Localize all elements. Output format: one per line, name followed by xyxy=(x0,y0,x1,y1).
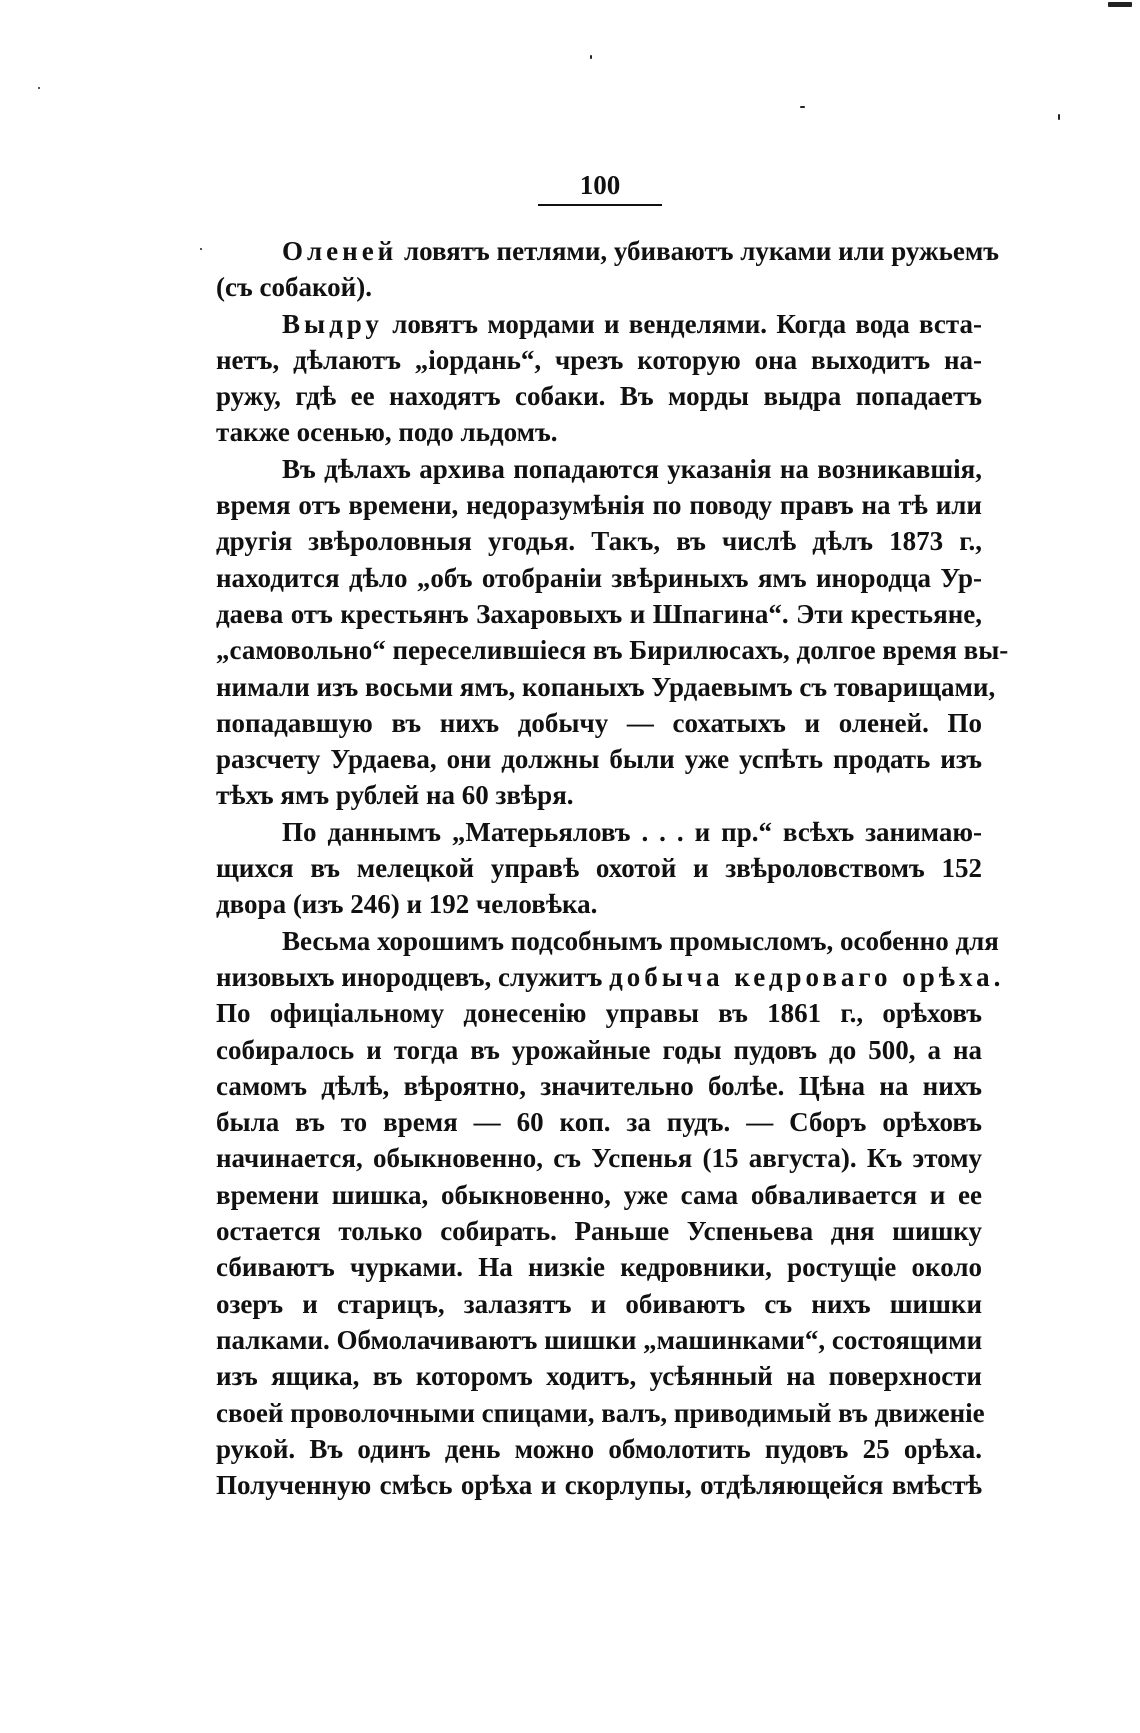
text-line: времени шишка, обыкновенно, уже сама обваливается и ее xyxy=(216,1179,982,1210)
scan-speck xyxy=(1108,2,1132,7)
scan-speck xyxy=(800,106,805,108)
scan-speck xyxy=(590,55,592,59)
body-text xyxy=(216,233,1009,1503)
text-line: озеръ и старицъ, залазятъ и обиваютъ съ нихъ шишки xyxy=(216,1288,982,1319)
text-line: была въ то время — 60 коп. за пудъ. — Сборъ орѣховъ xyxy=(216,1107,982,1138)
text-line: тѣхъ ямъ рублей на 60 звѣря. xyxy=(216,780,574,811)
text-line: своей проволочными спицами, валъ, приводимый въ движенiе xyxy=(216,1397,985,1428)
emphasized-word: Оленей xyxy=(282,236,398,266)
text-span: низовыхъ инородцевъ, служитъ xyxy=(216,961,610,992)
text-line: палками. Обмолачиваютъ шишки „машинками“, состоящими xyxy=(216,1324,983,1355)
text-line xyxy=(216,959,1005,995)
text-line: разсчету Урдаева, они должны были уже успѣть продать изъ xyxy=(216,744,982,775)
text-line: даева отъ крестьянъ Захаровыхъ и Шпагина“. Эти крестьяне, xyxy=(216,598,982,629)
page-number: 100 xyxy=(538,170,662,206)
text-line: собиралось и тогда въ урожайные годы пудовъ до 500, а на xyxy=(216,1034,982,1065)
text-line: щихся въ мелецкой управѣ охотой и звѣроловствомъ 152 xyxy=(216,853,982,884)
text-line: Весьма хорошимъ подсобнымъ промысломъ, особенно для xyxy=(282,925,999,956)
text-line xyxy=(216,306,982,342)
emphasized-phrase: добыча кедроваго орѣха. xyxy=(609,961,1005,992)
text-line: другiя звѣроловныя угодья. Такъ, въ числѣ дѣлъ 1873 г., xyxy=(216,526,982,557)
text-line xyxy=(216,233,999,269)
text-line: (съ собакой). xyxy=(216,272,372,303)
text-line: начинается, обыкновенно, съ Успенья (15 августа). Къ этому xyxy=(216,1143,982,1174)
text-line: двора (изъ 246) и 192 человѣка. xyxy=(216,889,598,920)
text-line: рукой. Въ одинъ день можно обмолотить пудовъ 25 орѣха. xyxy=(216,1433,982,1464)
text-span: ловятъ мордами и венделями. Когда вода вста- xyxy=(382,308,982,339)
text-line: Въ дѣлахъ архива попадаются указанiя на возникавшiя, xyxy=(282,453,982,484)
text-line: находится дѣло „объ отобранiи звѣриныхъ ямъ инородца Ур- xyxy=(216,562,982,593)
text-line: самомъ дѣлѣ, вѣроятно, значительно болѣе. Цѣна на нихъ xyxy=(216,1070,982,1101)
scan-speck xyxy=(38,87,40,89)
text-line: остается только собирать. Раньше Успеньева дня шишку xyxy=(216,1216,982,1247)
text-line: ружу, гдѣ ее находятъ собаки. Въ морды выдра попадаетъ xyxy=(216,381,982,412)
scan-speck xyxy=(200,248,202,250)
scan-speck xyxy=(1058,114,1060,120)
emphasized-word: Выдру xyxy=(282,308,383,339)
text-span: ловятъ петлями, убиваютъ луками или ружьемъ xyxy=(397,236,999,266)
text-line: По даннымъ „Матерьяловъ . . . и пр.“ всѣхъ занимаю- xyxy=(282,816,982,847)
text-line: нетъ, дѣлаютъ „iордань“, чрезъ которую она выходитъ на- xyxy=(216,344,982,375)
text-line: также осенью, подо льдомъ. xyxy=(216,417,558,448)
text-line: время отъ времени, недоразумѣнiя по поводу правъ на тѣ или xyxy=(216,490,982,521)
text-line: нимали изъ восьми ямъ, копаныхъ Урдаевымъ съ товарищами, xyxy=(216,671,996,702)
text-line: „самовольно“ переселившiеся въ Бирилюсахъ, долгое время вы- xyxy=(216,635,1009,666)
text-line: попадавшую въ нихъ добычу — сохатыхъ и оленей. По xyxy=(216,707,982,738)
text-line: изъ ящика, въ которомъ ходитъ, усѣянный на поверхности xyxy=(216,1361,982,1392)
text-line: По офицiальному донесенiю управы въ 1861 г., орѣховъ xyxy=(216,998,982,1029)
text-line: сбиваютъ чурками. На низкiе кедровники, ростущiе около xyxy=(216,1252,982,1283)
text-line: Полученную смѣсь орѣха и скорлупы, отдѣляющейся вмѣстѣ xyxy=(216,1470,982,1501)
